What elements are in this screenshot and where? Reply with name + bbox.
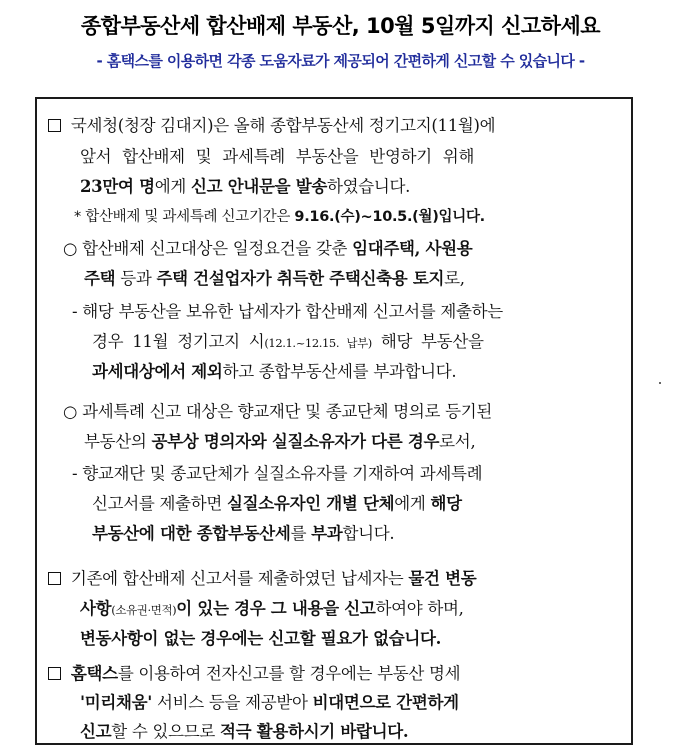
section-4-line-3: 변동사항이 없는 경우에는 신고할 필요가 없습니다. xyxy=(80,629,442,648)
section-5-line-3: 신고할 수 있으므로 적극 활용하시기 바랍니다. xyxy=(80,722,409,741)
page-subtitle: - 홈택스를 이용하면 각종 도움자료가 제공되어 간편하게 신고할 수 있습니다 - xyxy=(96,52,585,70)
section-5-line-1: 홈택스를 이용하여 전자신고를 할 경우에는 부동산 명세 xyxy=(48,663,460,685)
section-3-line-4: 신고서를 제출하면 실질소유자인 개별 단체에게 해당 xyxy=(92,494,462,513)
section-2-line-1: ○ 합산배제 신고대상은 일정요건을 갖춘 임대주택, 사원용 xyxy=(63,239,473,258)
section-2-line-3: - 해당 부동산을 보유한 납세자가 합산배제 신고서를 제출하는 xyxy=(72,302,503,321)
section-2-line-2: 주택 등과 주택 건설업자가 취득한 주택신축용 토지로, xyxy=(84,269,465,288)
section-3-line-5: 부동산에 대한 종합부동산세를 부과합니다. xyxy=(92,524,395,543)
section-3-line-2: 부동산의 공부상 명의자와 실질소유자가 다른 경우로서, xyxy=(84,432,476,451)
stray-dot xyxy=(659,382,661,384)
section-1-line-2: 앞서 합산배제 및 과세특례 부동산을 반영하기 위해 xyxy=(80,147,475,166)
square-bullet-icon xyxy=(48,667,61,680)
section-4-line-1: 기존에 합산배제 신고서를 제출하였던 납세자는 물건 변동 xyxy=(48,568,476,590)
dash-bullet-icon: - xyxy=(72,302,78,321)
dash-bullet-icon: - xyxy=(72,464,78,483)
section-2-line-5: 과세대상에서 제외하고 종합부동산세를 부과합니다. xyxy=(92,362,457,381)
circle-bullet-icon: ○ xyxy=(63,402,78,421)
section-4-line-2: 사항(소유권·면적)이 있는 경우 그 내용을 신고하여야 하며, xyxy=(80,599,464,618)
section-1-line-1: 국세청(청장 김대지)은 올해 종합부동산세 정기고지(11월)에 xyxy=(48,115,495,137)
section-5-line-2: '미리채움' 서비스 등을 제공받아 비대면으로 간편하게 xyxy=(80,693,459,712)
square-bullet-icon xyxy=(48,572,61,585)
section-2-line-4: 경우 11월 정기고지 시(12.1.~12.15. 납부) 해당 부동산을 xyxy=(92,332,484,351)
square-bullet-icon xyxy=(48,119,61,132)
circle-bullet-icon: ○ xyxy=(63,239,78,258)
page-title: 종합부동산세 합산배제 부동산, 10월 5일까지 신고하세요 xyxy=(80,14,601,38)
section-3-line-3: - 향교재단 및 종교단체가 실질소유자를 기재하여 과세특례 xyxy=(72,464,483,483)
section-3-line-1: ○ 과세특례 신고 대상은 향교재단 및 종교단체 명의로 등기된 xyxy=(63,402,493,421)
section-1-note: * 합산배제 및 과세특례 신고기간은 9.16.(수)~10.5.(월)입니다. xyxy=(74,209,485,225)
section-1-line-3: 23만여 명에게 신고 안내문을 발송하였습니다. xyxy=(80,177,411,196)
